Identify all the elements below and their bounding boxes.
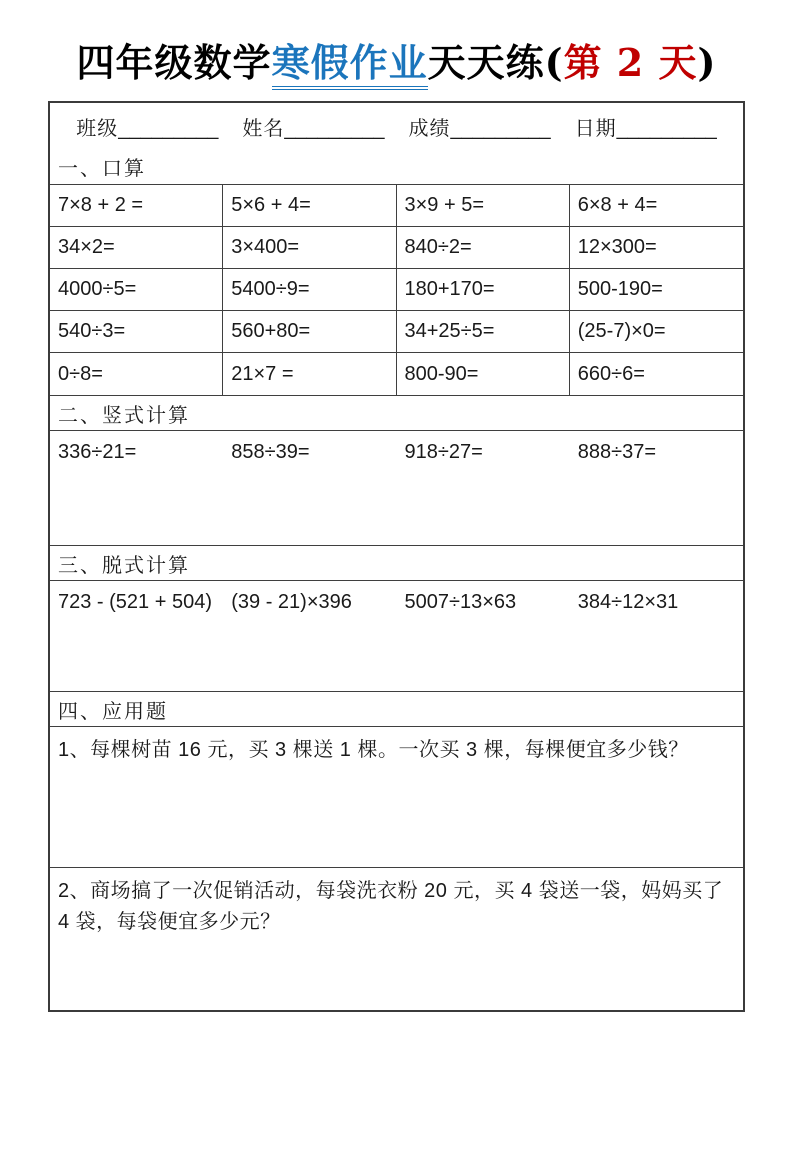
stepwise-calc-problem: 384÷12×31: [577, 591, 679, 614]
oral-calc-cell: 5×6 + 4=: [223, 185, 396, 227]
stepwise-calc-problem: 5007÷13×63: [404, 591, 517, 614]
oral-calc-cell: 660÷6=: [577, 362, 645, 385]
section-title-word-problems: 四、应用题: [50, 691, 743, 727]
oral-calc-cell: 840÷2=: [397, 227, 570, 269]
title-daily-practice: 天天练(: [427, 40, 564, 85]
oral-calc-cell: 6×8 + 4=: [570, 185, 743, 227]
stepwise-calc-problem: 723 - (521 + 504): [58, 591, 212, 614]
field-name: [242, 112, 384, 141]
oral-calc-cell: 4000÷5=: [50, 269, 223, 311]
oral-calc-cell: 0÷8=: [50, 353, 223, 395]
field-date-label: 日期: [574, 117, 617, 140]
field-date-blank: _________: [616, 117, 717, 140]
field-name-label: 姓名: [242, 117, 285, 140]
title-close-paren: ): [697, 40, 717, 85]
oral-calc-cell: 3×400=: [223, 227, 396, 269]
oral-calc-cell: (25-7)×0=: [570, 311, 743, 353]
vertical-calc-problem: 858÷39=: [231, 441, 310, 464]
word-problem-2: 2、商场搞了一次促销活动，每袋洗衣粉 20 元，买 4 袋送一袋，妈妈买了 4 袋，每袋便宜多少元？: [58, 880, 724, 934]
oral-calc-cell: 34+25÷5=: [397, 311, 570, 353]
field-name-blank: _________: [284, 117, 385, 140]
section-title-stepwise-calc: 三、脱式计算: [50, 545, 743, 581]
oral-calc-cell: 7×8 + 2 =: [50, 185, 223, 227]
field-class: [76, 112, 218, 141]
title-grade-subject: 四年级数学: [76, 40, 272, 85]
oral-calc-cell: 500-190=: [570, 269, 743, 311]
oral-calc-table: [50, 185, 743, 395]
worksheet-box: [48, 101, 745, 1012]
title-winter-homework-link[interactable]: 寒假作业: [272, 40, 428, 90]
field-score-blank: _________: [450, 117, 551, 140]
oral-calc-cell: 800-90=: [397, 353, 570, 395]
vertical-calc-problem: 336÷21=: [58, 441, 137, 464]
title-day-number: 第 2 天: [563, 40, 698, 85]
stepwise-calc-problem: (39 - 21)×396: [231, 591, 352, 614]
oral-calc-cell: 180+170=: [397, 269, 570, 311]
vertical-calc-row: [50, 431, 743, 545]
word-problem-1: 1、每棵树苗 16 元，买 3 棵送 1 棵。一次买 3 棵，每棵便宜多少钱？: [50, 727, 743, 868]
field-score-label: 成绩: [408, 117, 451, 140]
field-date: [575, 112, 717, 141]
oral-calc-cell: 34×2=: [50, 227, 223, 269]
section-title-vertical-calc: 二、竖式计算: [50, 395, 743, 431]
oral-calc-cell: 21×7 =: [223, 353, 396, 395]
stepwise-calc-row: [50, 581, 743, 691]
field-score: [409, 112, 551, 141]
field-class-label: 班级: [76, 117, 119, 140]
vertical-calc-problem: 918÷27=: [404, 441, 483, 464]
oral-calc-cell: 3×9 + 5=: [397, 185, 570, 227]
oral-calc-cell: 5400÷9=: [223, 269, 396, 311]
page-title: [0, 36, 793, 89]
oral-calc-cell: 12×300=: [570, 227, 743, 269]
oral-calc-cell: 540÷3=: [50, 311, 223, 353]
student-info-row: [50, 103, 743, 149]
field-class-blank: _________: [118, 117, 219, 140]
vertical-calc-problem: 888÷37=: [577, 441, 657, 464]
section-title-oral-calc: 一、口算: [50, 149, 743, 185]
oral-calc-cell: 560+80=: [223, 311, 396, 353]
